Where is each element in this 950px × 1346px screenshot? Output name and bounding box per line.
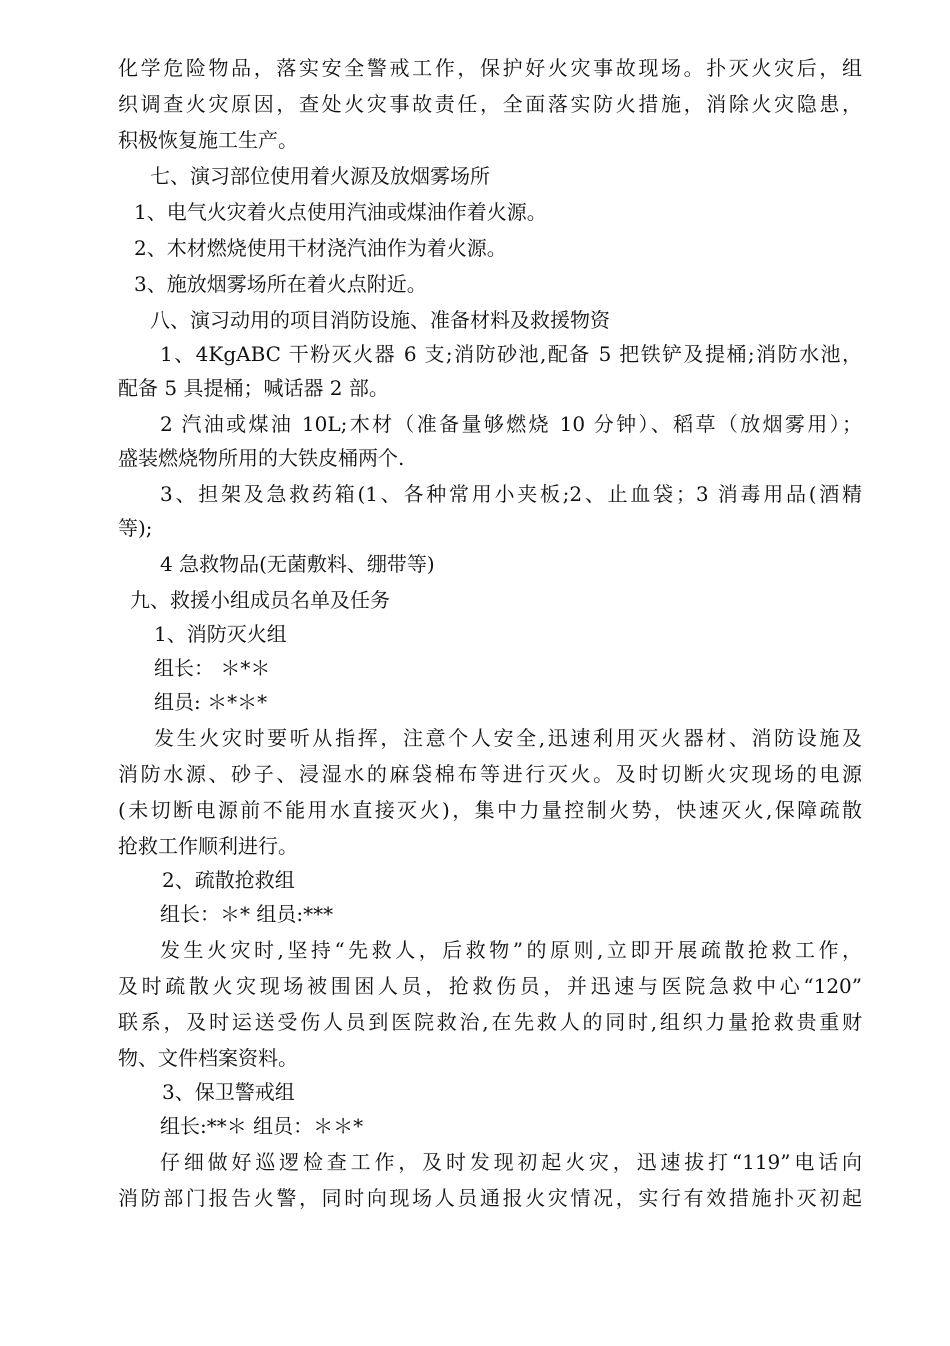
list-item: 1、电气火灾着火点使用汽油或煤油作着火源。	[134, 200, 547, 224]
paragraph-line: 积极恢复施工生产。	[118, 128, 298, 152]
paragraph-line: 配备 5 具提桶；喊话器 2 部。	[118, 376, 389, 400]
subsection-heading: 2、疏散抢救组	[162, 868, 295, 892]
paragraph-line: 发生火灾时,坚持“先救人，后救物”的原则,立即开展疏散抢救工作，	[160, 938, 862, 962]
paragraph-line: 消防部门报告火警，同时向现场人员通报火灾情况，实行有效措施扑灭初起	[118, 1186, 862, 1210]
subsection-heading: 1、消防灭火组	[154, 622, 287, 646]
list-item: 3、担架及急救药箱(1、各种常用小夹板;2、止血袋；3 消毒用品(酒精	[160, 482, 862, 506]
list-item: 1、4KgABC 干粉灭火器 6 支;消防砂池,配备 5 把铁铲及提桶;消防水池，	[160, 342, 862, 366]
paragraph-line: 化学危险物品，落实安全警戒工作，保护好火灾事故现场。扑灭火灾后，组	[118, 56, 862, 80]
paragraph-line: 发生火灾时要听从指挥，注意个人安全,迅速利用灭火器材、消防设施及	[154, 726, 862, 750]
paragraph-line: 等);	[118, 516, 153, 540]
group-roster: 组长:**＊ 组员：＊＊*	[160, 1114, 364, 1138]
paragraph-line: 织调查火灾原因，查处火灾事故责任，全面落实防火措施，消除火灾隐患，	[118, 92, 862, 116]
paragraph-line: (未切断电源前不能用水直接灭火)，集中力量控制火势，快速灭火,保障疏散	[118, 798, 862, 822]
list-item: 3、施放烟雾场所在着火点附近。	[134, 272, 427, 296]
paragraph-line: 盛装燃烧物所用的大铁皮桶两个.	[118, 446, 405, 470]
list-item: 4 急救物品(无菌敷料、绷带等)	[160, 552, 435, 576]
paragraph-line: 联系，及时运送受伤人员到医院救治,在先救人的同时,组织力量抢救贵重财	[118, 1010, 862, 1034]
group-roster: 组长：＊* 组员:***	[160, 902, 334, 926]
section-heading: 八、演习动用的项目消防设施、准备材料及救援物资	[150, 308, 610, 332]
list-item: 2 汽油或煤油 10L;木材（准备量够燃烧 10 分钟）、稻草（放烟雾用）；	[160, 412, 862, 436]
paragraph-line: 抢救工作顺利进行。	[118, 834, 298, 858]
paragraph-line: 及时疏散火灾现场被围困人员，抢救伤员，并迅速与医院急救中心“120”	[118, 974, 862, 998]
subsection-heading: 3、保卫警戒组	[162, 1080, 295, 1104]
group-members: 组员: ＊*＊*	[154, 690, 268, 714]
paragraph-line: 消防水源、砂子、浸湿水的麻袋棉布等进行灭火。及时切断火灾现场的电源	[118, 762, 862, 786]
paragraph-line: 仔细做好巡逻检查工作，及时发现初起火灾，迅速拔打“119”电话向	[160, 1150, 862, 1174]
paragraph-line: 物、文件档案资料。	[118, 1046, 298, 1070]
section-heading: 七、演习部位使用着火源及放烟雾场所	[150, 164, 490, 188]
list-item: 2、木材燃烧使用干材浇汽油作为着火源。	[134, 236, 507, 260]
group-leader: 组长： ＊*＊	[154, 656, 271, 680]
section-heading: 九、救援小组成员名单及任务	[130, 588, 390, 612]
